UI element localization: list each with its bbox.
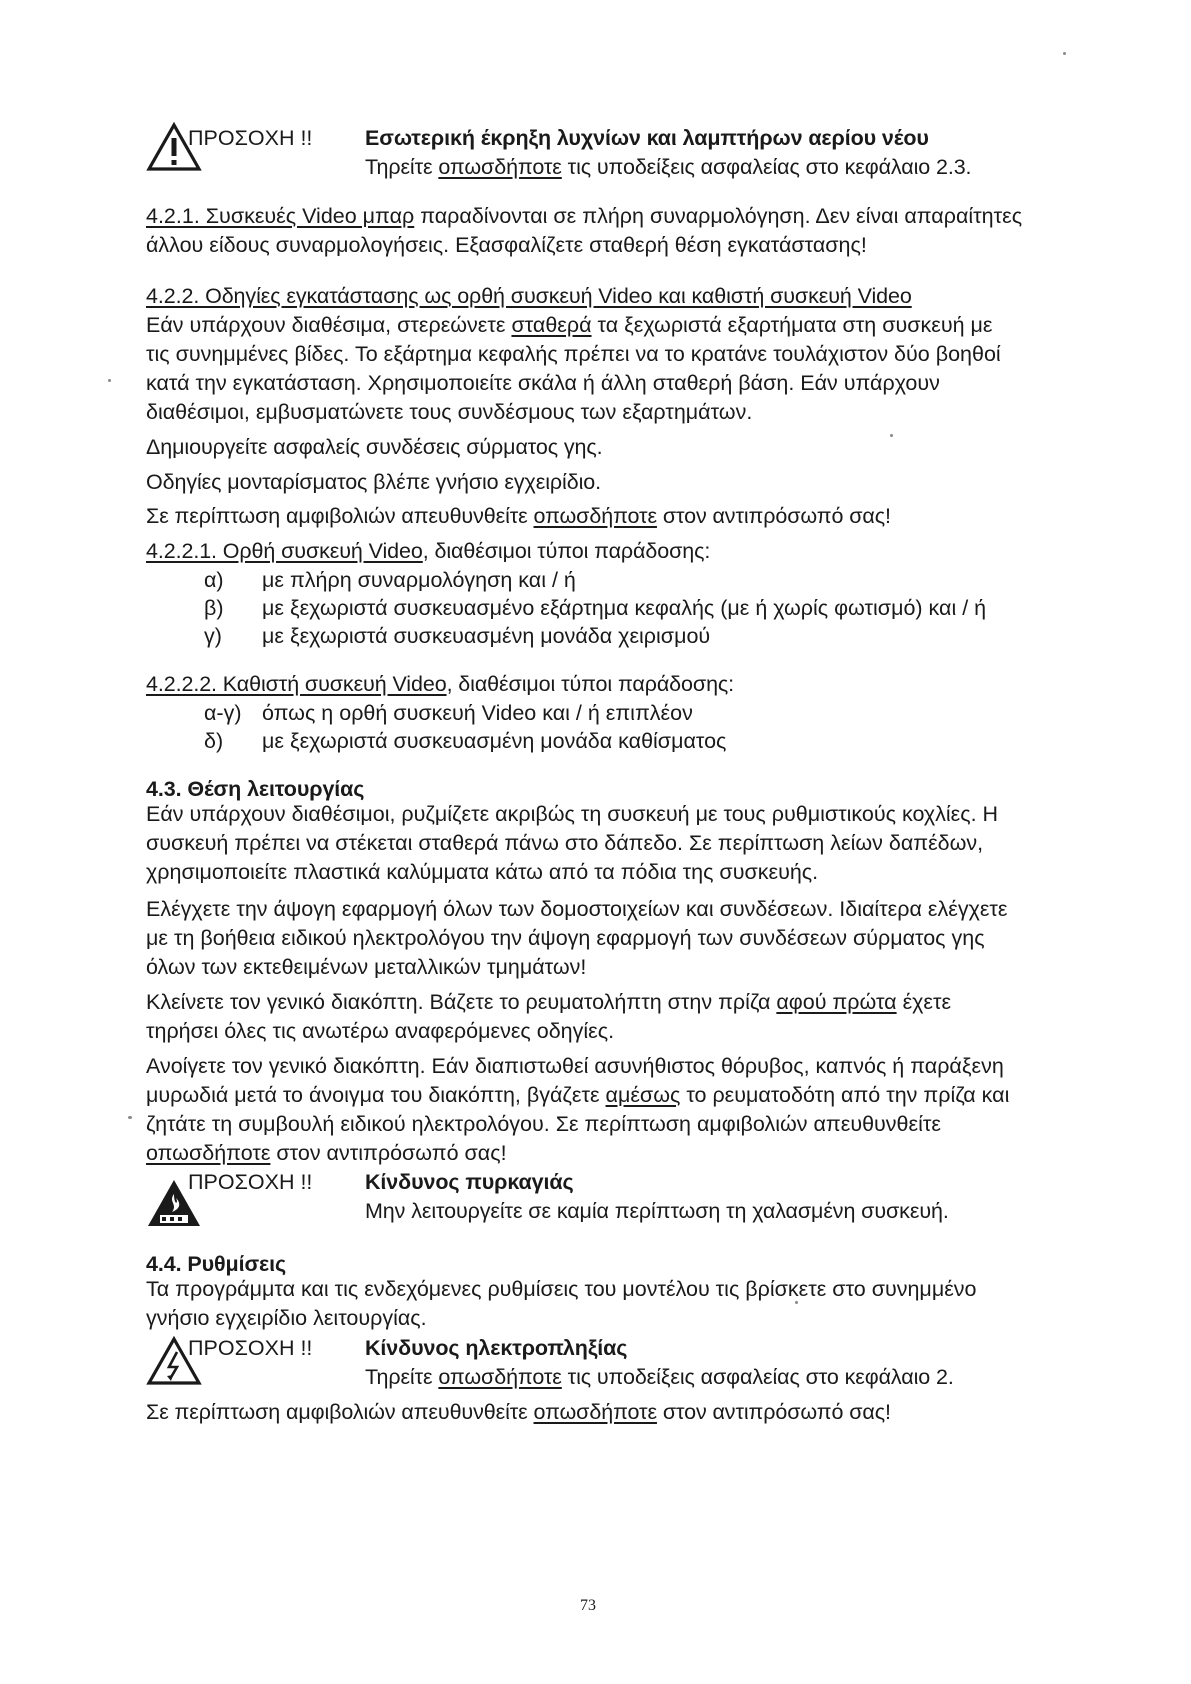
section-4-3-paragraph-1: Εάν υπάρχουν διαθέσιμοι, ρυζμίζετε ακριβώς τη συσκευή με τους ρυθμιστικούς κοχλίες. Η συσκευή πρέπει να στέκεται σταθερά πάνω στο δάπεδο. Σε περίπτωση λείων δαπέδων, χρησιμοποιείτε πλαστικά καλύμματα κάτω από τα πόδια της συσκευής. [146,802,999,884]
list-item: α) με πλήρη συναρμολόγηση και / ή [204,568,576,592]
scan-speck [890,434,893,437]
section-4-3-paragraph-3: Κλείνετε τον γενικό διακόπτη. Βάζετε το ρευματολήπτη στην πρίζα αφού πρώτα έχετε τηρήσει όλες τις ανωτέρω αναφερόμενες οδηγίες. [146,990,952,1043]
section-4-2-2-paragraph: Εάν υπάρχουν διαθέσιμα, στερεώνετε σταθερά τα ξεχωριστά εξαρτήματα στη συσκευή με τις συνημμένες βίδες. Το εξάρτημα κεφαλής πρέπει να το κρατάνε τουλάχιστον δύο βοηθοί κατά την εγκατάσταση. Χρησιμοποιείτε σκάλα ή άλλη σταθερή βάση. Εάν υπάρχουν διαθέσιμοι, εμβυσματώνετε τους συνδέσμους των εξαρτημάτων. [146,313,1001,424]
scan-speck [1063,52,1066,55]
ground-wire-note: Δημιουργείτε ασφαλείς συνδέσεις σύρματος γης. [146,435,603,459]
warning-title: Κίνδυνος πυρκαγιάς [365,1170,574,1194]
list-item: γ) με ξεχωριστά συσκευασμένη μονάδα χειρισμού [204,624,711,648]
warning-title: Κίνδυνος ηλεκτροπληξίας [365,1336,628,1360]
warning-text: Τηρείτε οπωσδήποτε τις υποδείξεις ασφαλείας στο κεφάλαιο 2.3. [365,155,972,179]
section-4-2-2-2: 4.2.2.2. Καθιστή συσκευή Video, διαθέσιμοι τύποι παράδοσης: [146,672,735,696]
section-4-3-paragraph-2: Ελέγχετε την άψογη εφαρμογή όλων των δομοστοιχείων και συνδέσεων. Ιδιαίτερα ελέγχετε με τη βοήθεια ειδικού ηλεκτρολόγου την άψογη εφαρμογή των συνδέσεων σύρματος γης όλων των εκτεθειμένων μεταλλικών τμημάτων! [146,897,1008,979]
page-number: 73 [580,1597,596,1614]
list-item: δ) με ξεχωριστά συσκευασμένη μονάδα καθίσματος [204,729,727,753]
list-item: α-γ) όπως η ορθή συσκευή Video και / ή επιπλέον [204,701,693,725]
section-4-4-paragraph: Τα προγράμμτα και τις ενδεχόμενες ρυθμίσεις του μοντέλου τις βρίσκετε στο συνημμένο γνήσιο εγχειρίδιο λειτουργίας. [146,1277,977,1330]
scan-speck [128,1116,132,1119]
warning-label: ΠΡΟΣΟΧΗ !! [188,126,313,150]
dealer-note: Σε περίπτωση αμφιβολιών απευθυνθείτε οπωσδήποτε στον αντιπρόσωπό σας! [146,504,891,528]
section-4-2-2-heading: 4.2.2. Οδηγίες εγκατάστασης ως ορθή συσκευή Video και καθιστή συσκευή Video [146,284,912,308]
list-item: β) με ξεχωριστά συσκευασμένο εξάρτημα κεφαλής (με ή χωρίς φωτισμό) και / ή [204,596,987,620]
warning-label: ΠΡΟΣΟΧΗ !! [188,1336,313,1360]
assembly-note: Οδηγίες μονταρίσματος βλέπε γνήσιο εγχειρίδιο. [146,470,601,494]
final-dealer-note: Σε περίπτωση αμφιβολιών απευθυνθείτε οπωσδήποτε στον αντιπρόσωπό σας! [146,1400,891,1424]
scan-speck [795,1301,798,1304]
warning-label: ΠΡΟΣΟΧΗ !! [188,1170,313,1194]
section-4-4-heading: 4.4. Ρυθμίσεις [146,1252,287,1276]
section-4-3-paragraph-4: Ανοίγετε τον γενικό διακόπτη. Εάν διαπιστωθεί ασυνήθιστος θόρυβος, καπνός ή παράξενη μυρωδιά μετά το άνοιγμα του διακόπτη, βγάζετε αμέσως το ρευματοδότη από την πρίζα και ζητάτε τη συμβουλή ειδικού ηλεκτρολόγου. Σε περίπτωση αμφιβολιών απευθυνθείτε οπωσδήποτε στον αντιπρόσωπό σας! [146,1054,1010,1165]
section-4-3-heading: 4.3. Θέση λειτουργίας [146,777,365,801]
warning-text: Τηρείτε οπωσδήποτε τις υποδείξεις ασφαλείας στο κεφάλαιο 2. [365,1365,954,1389]
warning-text: Μην λειτουργείτε σε καμία περίπτωση τη χαλασμένη συσκευή. [365,1199,949,1223]
section-4-2-2-1: 4.2.2.1. Ορθή συσκευή Video, διαθέσιμοι τύποι παράδοσης: [146,539,711,563]
section-4-2-1: 4.2.1. Συσκευές Video μπαρ παραδίνονται σε πλήρη συναρμολόγηση. Δεν είναι απαραίτητες άλλου είδους συναρμολογήσεις. Εξασφαλίζετε σταθερή θέση εγκατάστασης! [146,204,1023,257]
warning-title: Εσωτερική έκρηξη λυχνίων και λαμπτήρων αερίου νέου [365,126,929,150]
scan-speck [108,379,111,382]
